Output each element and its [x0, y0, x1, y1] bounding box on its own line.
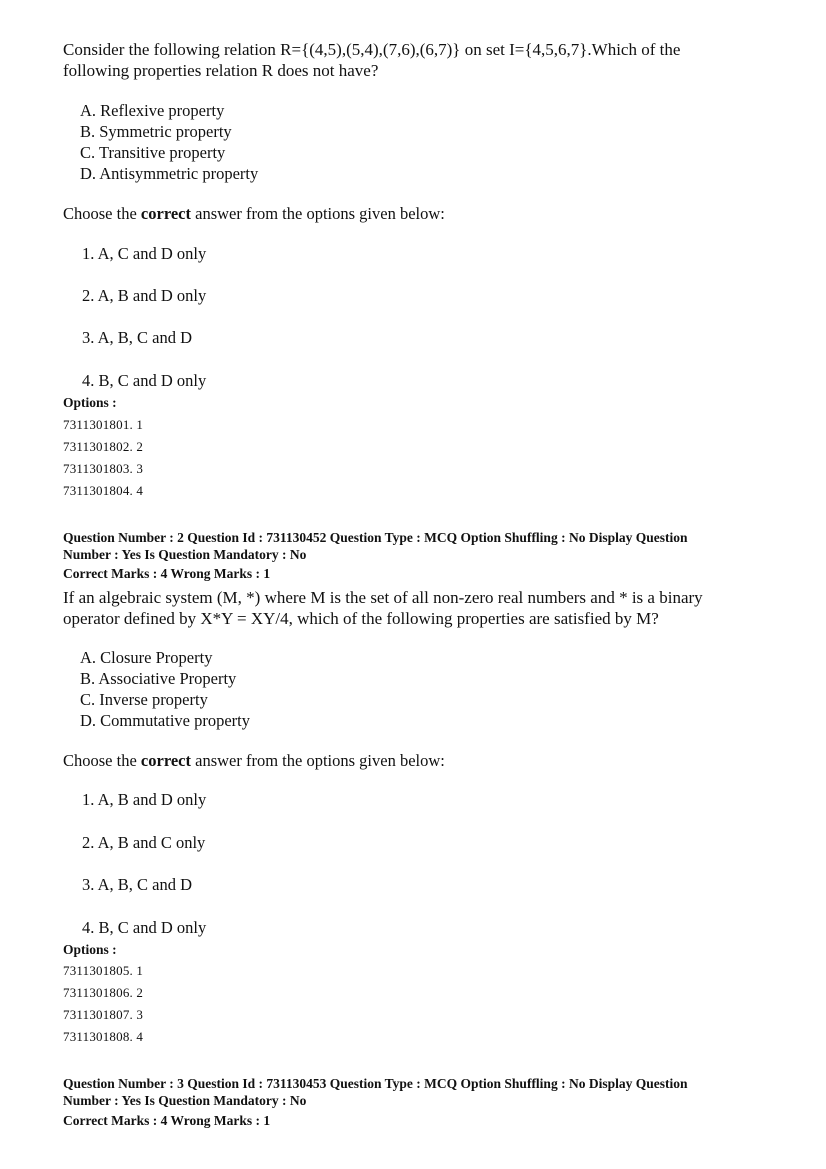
question-1-choice-4: 4. B, C and D only	[82, 371, 207, 390]
question-2-marks: Correct Marks : 4 Wrong Marks : 1	[63, 566, 271, 581]
question-2-choice-2: 2. A, B and C only	[82, 833, 206, 852]
question-2-statement-c: C. Inverse property	[80, 690, 208, 709]
question-1-statement-c: C. Transitive property	[80, 143, 226, 162]
question-1-text-line-2: following properties relation R does not have?	[63, 61, 379, 80]
question-2-meta-line-1: Question Number : 2 Question Id : 731130452 Question Type : MCQ Option Shuffling : No Display Question	[63, 530, 688, 545]
question-2-option-3: 7311301807. 3	[63, 1007, 144, 1022]
question-1-option-3: 7311301803. 3	[63, 461, 144, 476]
question-2-statement-d: D. Commutative property	[80, 711, 251, 730]
question-3-meta-line-1: Question Number : 3 Question Id : 731130453 Question Type : MCQ Option Shuffling : No Display Question	[63, 1076, 688, 1091]
question-2-option-1: 7311301805. 1	[63, 963, 144, 978]
question-2-text-line-1: If an algebraic system (M, *) where M is the set of all non-zero real numbers and * is a binary	[63, 588, 703, 607]
question-1-choice-2: 2. A, B and D only	[82, 286, 207, 305]
question-2-statement-b: B. Associative Property	[80, 669, 237, 688]
question-1-choice-3: 3. A, B, C and D	[82, 328, 193, 347]
question-1-option-4: 7311301804. 4	[63, 483, 144, 498]
question-1-options-label: Options :	[63, 395, 117, 410]
question-2-statement-a: A. Closure Property	[80, 648, 213, 667]
question-1-text-line-1: Consider the following relation R={(4,5),(5,4),(7,6),(6,7)} on set I={4,5,6,7}.Which of the	[63, 40, 681, 59]
question-2-choice-1: 1. A, B and D only	[82, 790, 207, 809]
question-2-text-line-2: operator defined by X*Y = XY/4, which of the following properties are satisfied by M?	[63, 609, 659, 628]
question-1-statement-d: D. Antisymmetric property	[80, 164, 259, 183]
question-2-options-label: Options :	[63, 942, 117, 957]
question-3-marks: Correct Marks : 4 Wrong Marks : 1	[63, 1113, 271, 1128]
question-2-choose-instruction: Choose the correct answer from the options given below:	[63, 751, 445, 770]
question-1-choice-1: 1. A, C and D only	[82, 244, 207, 263]
question-2-meta-line-2: Number : Yes Is Question Mandatory : No	[63, 547, 307, 562]
question-2-option-2: 7311301806. 2	[63, 985, 144, 1000]
question-2-choice-4: 4. B, C and D only	[82, 918, 207, 937]
question-2-choice-3: 3. A, B, C and D	[82, 875, 193, 894]
question-3-meta-line-2: Number : Yes Is Question Mandatory : No	[63, 1093, 307, 1108]
question-1-statement-b: B. Symmetric property	[80, 122, 232, 141]
question-1-choose-instruction: Choose the correct answer from the options given below:	[63, 204, 445, 223]
question-1-statement-a: A. Reflexive property	[80, 101, 225, 120]
question-1-option-1: 7311301801. 1	[63, 417, 144, 432]
question-1-option-2: 7311301802. 2	[63, 439, 144, 454]
question-2-option-4: 7311301808. 4	[63, 1029, 144, 1044]
